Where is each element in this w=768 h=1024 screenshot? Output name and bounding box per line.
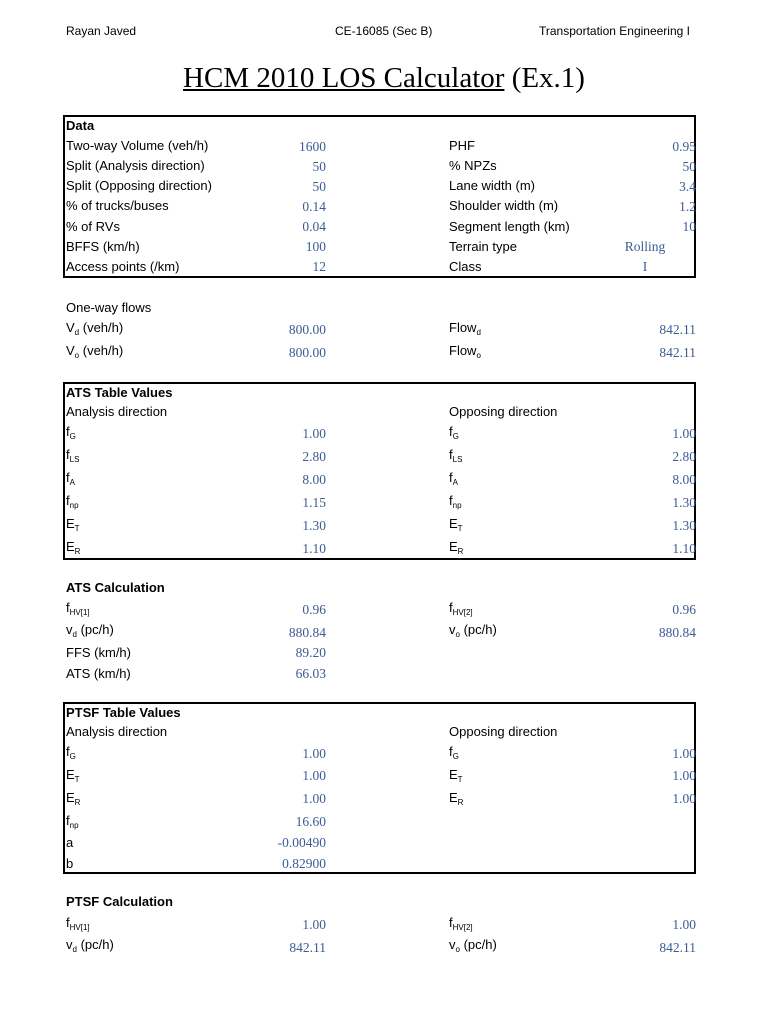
ptsf-factor-value: 1.00: [302, 746, 326, 761]
data-value: 50: [312, 159, 326, 174]
ptsf-factor-label: $E_R$: [449, 790, 464, 807]
ats-factor-label: $f_{LS}$: [449, 447, 463, 464]
b-label: b: [66, 856, 74, 871]
ats-factor-label: $f_G$: [66, 424, 76, 441]
analysis-direction-label: Analysis direction: [66, 404, 168, 419]
data-value: 3.4: [679, 179, 696, 194]
data-label: PHF: [449, 138, 475, 153]
ats-factor-value: 8.00: [302, 472, 326, 487]
fnp-label: $f_{np}$: [66, 813, 79, 830]
vd-label: $V_d$ (veh/h): [66, 320, 124, 337]
fhv1-label: $f_{HV[1]}$: [66, 600, 90, 617]
ats-factor-value: 1.10: [672, 541, 696, 556]
fhv1-value: 1.00: [302, 917, 326, 932]
oneway-heading: One-way flows: [66, 300, 152, 315]
header-subject: Transportation Engineering I: [539, 24, 690, 38]
ats-factor-value: 1.10: [302, 541, 326, 556]
ats-factor-label: $f_{np}$: [449, 493, 462, 510]
ffs-value: 89.20: [295, 645, 326, 660]
vo-value: 842.11: [659, 940, 696, 955]
class-value: I: [642, 259, 648, 274]
b-value: 0.82900: [282, 856, 326, 871]
data-label: Split (Opposing direction): [66, 178, 212, 193]
data-value: 0.95: [672, 139, 696, 154]
fhv2-label: $f_{HV[2]}$: [449, 600, 473, 617]
ats-factor-value: 1.30: [672, 495, 696, 510]
data-label: Class: [449, 259, 482, 274]
ats-label: ATS (km/h): [66, 666, 131, 681]
ats-factor-value: 8.00: [672, 472, 696, 487]
ptsf-factor-value: 1.00: [672, 791, 696, 806]
a-label: a: [66, 835, 74, 850]
analysis-direction-label: Analysis direction: [66, 724, 168, 739]
data-value: 50: [312, 179, 326, 194]
data-label: Access points (/km): [66, 259, 180, 274]
data-value: 0.04: [302, 219, 326, 234]
vd-label: $v_d$ (pc/h): [66, 622, 114, 639]
fhv2-label: $f_{HV[2]}$: [449, 915, 473, 932]
fnp-value: 16.60: [295, 814, 326, 829]
ats-factor-label: $E_R$: [66, 539, 81, 556]
ats-factor-value: 1.00: [302, 426, 326, 441]
ats-factor-label: $f_{np}$: [66, 493, 79, 510]
header-course: CE-16085 (Sec B): [335, 24, 433, 38]
vo-value: 880.84: [658, 625, 696, 640]
page-title-suffix: (Ex.1): [504, 62, 585, 94]
ats-factor-value: 1.15: [302, 495, 326, 510]
vd-value: 842.11: [289, 940, 326, 955]
ats-factor-label: $f_{LS}$: [66, 447, 80, 464]
vo-label: $v_o$ (pc/h): [449, 937, 497, 954]
data-value: 10: [682, 219, 696, 234]
vo-label: $v_o$ (pc/h): [449, 622, 497, 639]
data-heading: Data: [66, 118, 95, 133]
data-label: % NPZs: [449, 158, 497, 173]
opposing-direction-label: Opposing direction: [449, 404, 558, 419]
fhv2-value: 1.00: [672, 917, 696, 932]
data-value: 0.14: [302, 199, 326, 214]
ats-factor-value: 1.00: [672, 426, 696, 441]
data-value: 12: [312, 259, 326, 274]
ats-factor-label: $f_A$: [449, 470, 458, 487]
data-label: BFFS (km/h): [66, 239, 140, 254]
flowo-value: 842.11: [659, 345, 696, 360]
vo-label: $V_o$ (veh/h): [66, 343, 124, 360]
data-label: Terrain type: [449, 239, 517, 254]
data-label: Split (Analysis direction): [66, 158, 205, 173]
ptsf-factor-label: $E_R$: [66, 790, 81, 807]
ptsf-factor-label: $f_G$: [449, 744, 459, 761]
fhv2-value: 0.96: [672, 602, 696, 617]
data-value: 1.2: [679, 199, 696, 214]
ptsf-factor-value: 1.00: [302, 768, 326, 783]
ats-table-heading: ATS Table Values: [66, 385, 173, 400]
data-value: 50: [682, 159, 696, 174]
ats-factor-label: $E_T$: [449, 516, 463, 533]
ats-factor-value: 1.30: [672, 518, 696, 533]
opposing-direction-label: Opposing direction: [449, 724, 558, 739]
flowd-label: Flow$_d$: [449, 320, 481, 337]
ptsf-factor-value: 1.00: [302, 791, 326, 806]
ats-factor-label: $E_R$: [449, 539, 464, 556]
ffs-label: FFS (km/h): [66, 645, 131, 660]
ptsf-factor-label: $f_G$: [66, 744, 76, 761]
fhv1-label: $f_{HV[1]}$: [66, 915, 90, 932]
data-value: 100: [305, 239, 326, 254]
ptsf-factor-value: 1.00: [672, 746, 696, 761]
terrain-value: Rolling: [624, 239, 666, 254]
data-label: Two-way Volume (veh/h): [66, 138, 209, 153]
data-label: % of RVs: [66, 219, 120, 234]
ats-value: 66.03: [295, 666, 326, 681]
ptsf-table-heading: PTSF Table Values: [66, 705, 181, 720]
data-label: Lane width (m): [449, 178, 535, 193]
ptsf-factor-value: 1.00: [672, 768, 696, 783]
ats-calc-heading: ATS Calculation: [66, 580, 165, 595]
flowd-value: 842.11: [659, 322, 696, 337]
ptsf-factor-label: $E_T$: [449, 767, 463, 784]
fhv1-value: 0.96: [302, 602, 326, 617]
ptsf-factor-label: $E_T$: [66, 767, 80, 784]
ats-factor-value: 2.80: [302, 449, 326, 464]
vo-value: 800.00: [288, 345, 326, 360]
data-value: 1600: [299, 139, 326, 154]
flowo-label: Flow$_o$: [449, 343, 481, 360]
ats-factor-value: 1.30: [302, 518, 326, 533]
vd-value: 880.84: [288, 625, 326, 640]
ptsf-calc-heading: PTSF Calculation: [66, 894, 173, 909]
header-author: Rayan Javed: [66, 24, 137, 38]
data-label: Shoulder width (m): [449, 198, 559, 213]
a-value: -0.00490: [277, 835, 326, 850]
ats-factor-label: $f_G$: [449, 424, 459, 441]
page-title: [0, 62, 768, 95]
ats-factor-value: 2.80: [672, 449, 696, 464]
data-label: Segment length (km): [449, 219, 570, 234]
vd-label: $v_d$ (pc/h): [66, 937, 114, 954]
data-label: % of trucks/buses: [66, 198, 169, 213]
ats-factor-label: $f_A$: [66, 470, 75, 487]
ats-factor-label: $E_T$: [66, 516, 80, 533]
page-title-main: HCM 2010 LOS Calculator: [183, 62, 505, 94]
vd-value: 800.00: [288, 322, 326, 337]
